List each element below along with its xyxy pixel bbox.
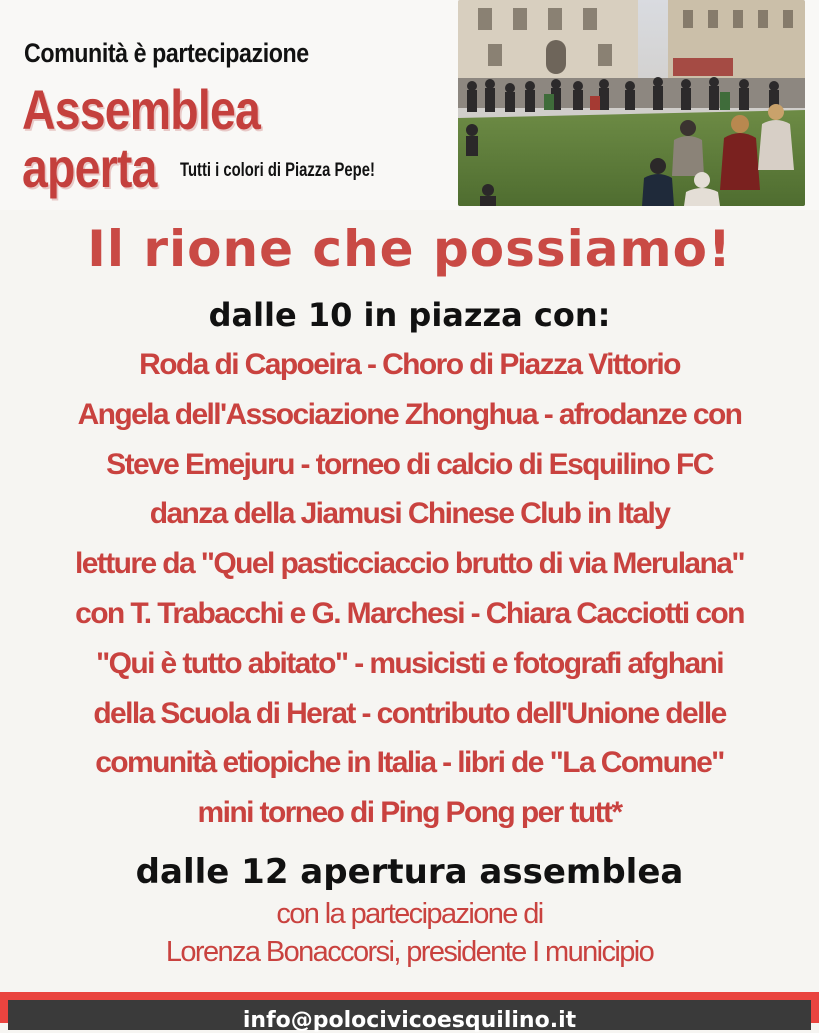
program-line: della Scuola di Herat - contributo dell'Unione delle [93, 696, 726, 730]
program-line: mini torneo di Ping Pong per tutt* [197, 796, 622, 830]
program-line: Angela dell'Associazione Zhonghua - afrodanze con [77, 397, 742, 431]
footer-email[interactable]: info@polocivicoesquilino.it [242, 1008, 577, 1033]
tagline: Tutti i colori di Piazza Pepe! [180, 160, 375, 181]
program-line: Steve Emejuru - torneo di calcio di Esquilino FC [106, 447, 713, 481]
title-line-2: aperta [22, 136, 157, 199]
title-line-1: Assemblea [22, 78, 260, 141]
credit-line-1: con la partecipazione di [276, 898, 543, 930]
kicker-text: Comunità è partecipazione [24, 38, 309, 68]
program-line: danza della Jiamusi Chinese Club in Italy [149, 497, 670, 531]
program-line: con T. Trabacchi e G. Marchesi - Chiara Cacciotti con [75, 596, 744, 630]
program-line: letture da "Quel pasticciaccio brutto di via Merulana" [75, 547, 744, 581]
program-line: Roda di Capoeira - Choro di Piazza Vittorio [139, 348, 680, 381]
program-line: "Qui è tutto abitato" - musicisti e fotografi afghani [96, 646, 723, 680]
credit-line-2: Lorenza Bonaccorsi, presidente I municipio [165, 936, 654, 968]
program-line: comunità etiopiche in Italia - libri de "La Comune" [95, 746, 724, 780]
morning-intro: dalle 10 in piazza con: [208, 296, 611, 334]
headline: Il rione che possiamo! [87, 220, 732, 278]
header [0, 0, 819, 210]
noon-intro: dalle 12 apertura assemblea [135, 852, 684, 892]
piazza-photo [458, 0, 805, 206]
program-list [0, 340, 819, 838]
